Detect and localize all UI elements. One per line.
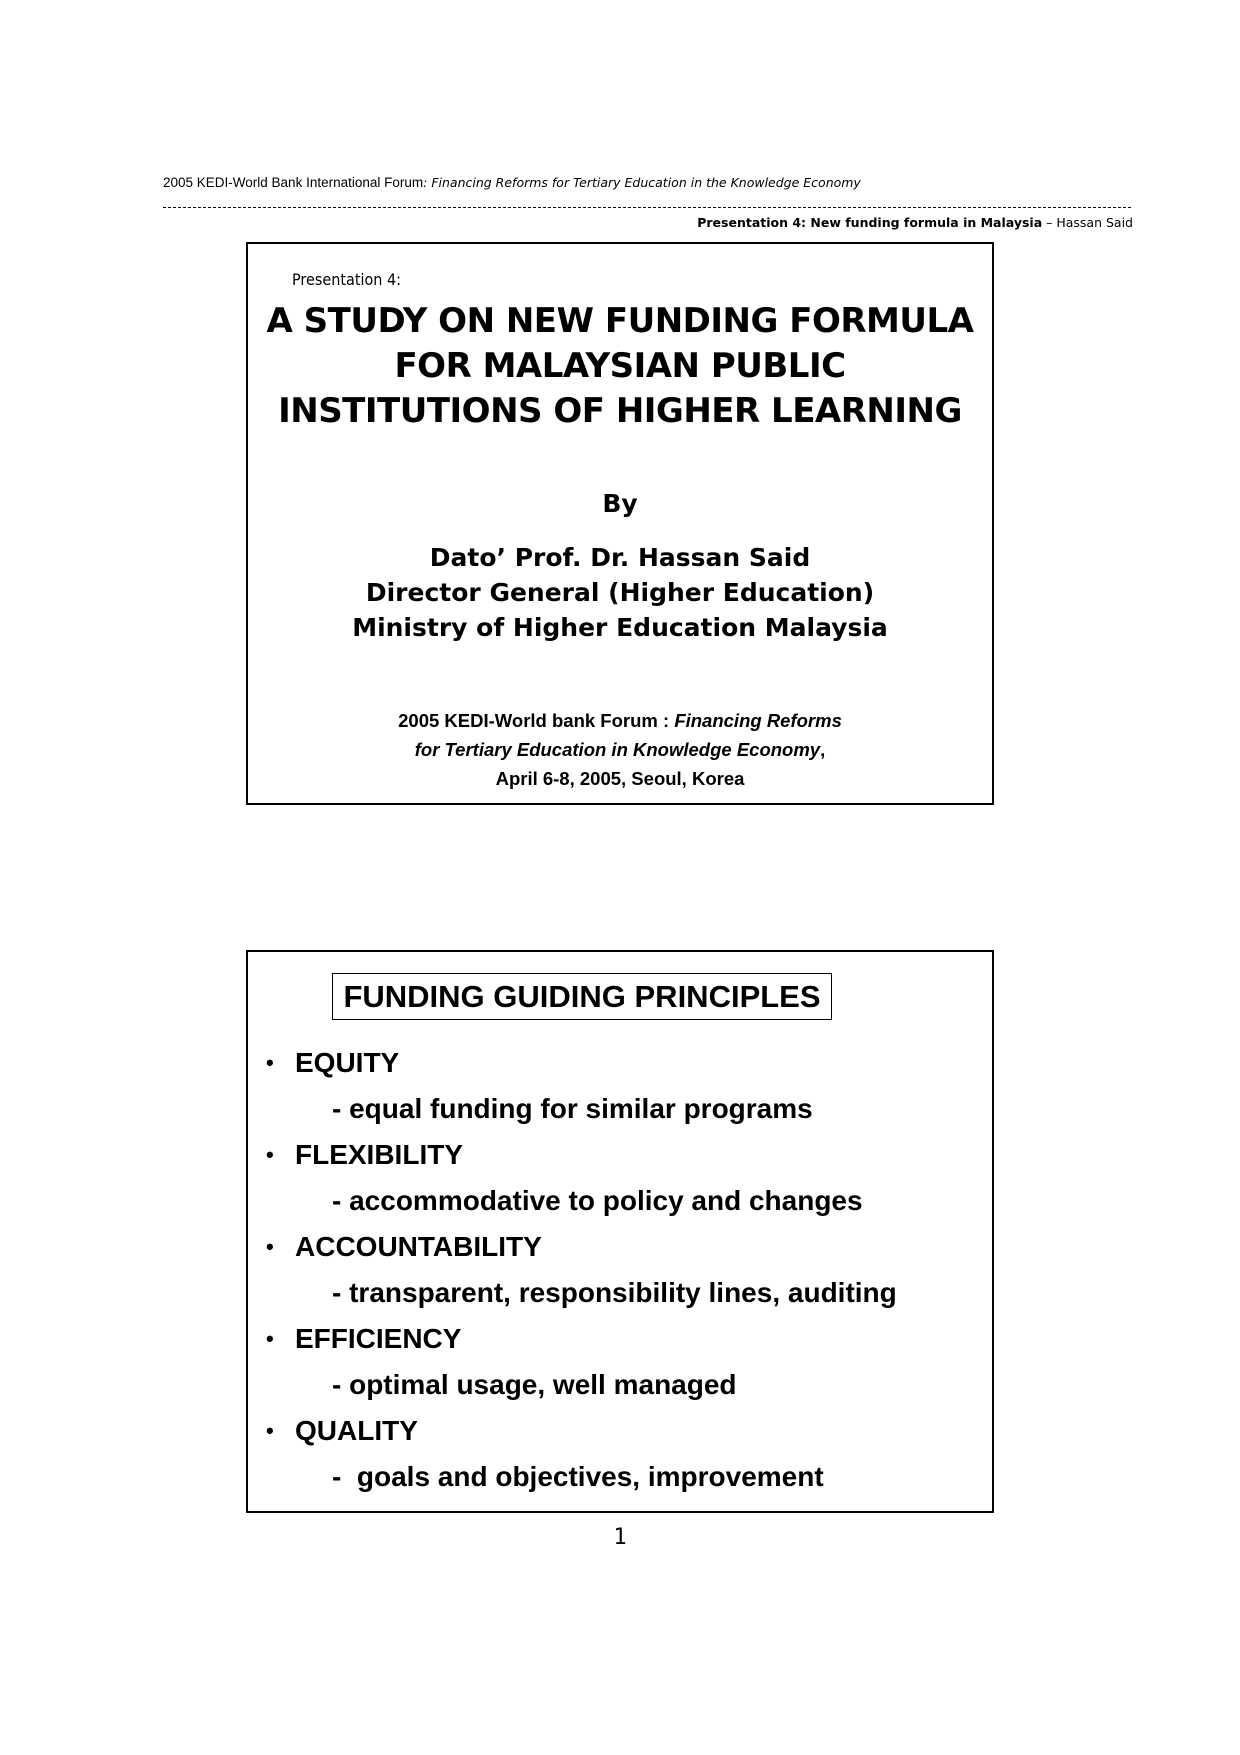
principle-name: FLEXIBILITY [295,1139,463,1170]
subheader-presentation: Presentation 4: New funding formula in Malaysia [697,215,1043,230]
bullet-icon: • [266,1326,274,1351]
event-line-2 [248,735,992,764]
author-block [248,540,992,645]
event-line-3: April 6-8, 2005, Seoul, Korea [495,768,745,789]
principle-desc: - goals and objectives, improvement [332,1461,824,1492]
slide-title [246,242,994,805]
principle-name: EFFICIENCY [295,1323,462,1354]
principle-item [248,1226,992,1318]
running-header [163,175,1043,190]
bullet-icon: • [266,1234,274,1259]
principle-desc: - transparent, responsibility lines, auditing [332,1277,897,1308]
by-label: By [602,489,638,518]
header-dashed-rule [163,207,1131,208]
author-ministry: Ministry of Higher Education Malaysia [352,613,888,642]
running-header-separator: : [423,175,432,190]
running-header-forum: 2005 KEDI-World Bank International Forum [163,175,424,190]
subheader-separator: – [1042,215,1057,230]
running-subheader [697,215,1133,230]
page-number: 1 [613,1525,627,1550]
principles-list [248,1042,992,1502]
principle-name: EQUITY [295,1047,400,1078]
event-forum: 2005 KEDI-World bank Forum : [398,710,675,731]
event-comma: , [820,739,826,760]
principles-title: FUNDING GUIDING PRINCIPLES [332,973,832,1020]
author-position: Director General (Higher Education) [365,578,875,607]
principle-item [248,1318,992,1410]
principle-item [248,1134,992,1226]
event-info [248,706,992,793]
event-theme-start: Financing Reforms [674,710,842,731]
event-line-1 [248,706,992,735]
event-theme-end: for Tertiary Education in Knowledge Economy [414,739,821,760]
principle-item [248,1410,992,1502]
presentation-label: Presentation 4: [292,270,402,289]
principle-desc: - optimal usage, well managed [332,1369,737,1400]
title-line: FOR MALAYSIAN PUBLIC [394,346,846,386]
title-line: A STUDY ON NEW FUNDING FORMULA [266,301,974,341]
bullet-icon: • [266,1050,274,1075]
title-line: INSTITUTIONS OF HIGHER LEARNING [278,391,962,431]
slide-principles [246,950,994,1513]
bullet-icon: • [266,1418,274,1443]
principle-item [248,1042,992,1134]
principle-name: ACCOUNTABILITY [295,1231,542,1262]
principle-desc: - accommodative to policy and changes [332,1185,863,1216]
subheader-author: Hassan Said [1056,215,1133,230]
bullet-icon: • [266,1142,274,1167]
running-header-theme: Financing Reforms for Tertiary Education in the Knowledge Economy [431,175,861,190]
principle-desc: - equal funding for similar programs [332,1093,813,1124]
principle-name: QUALITY [295,1415,418,1446]
presentation-title [248,299,992,434]
author-name: Dato’ Prof. Dr. Hassan Said [429,543,811,572]
